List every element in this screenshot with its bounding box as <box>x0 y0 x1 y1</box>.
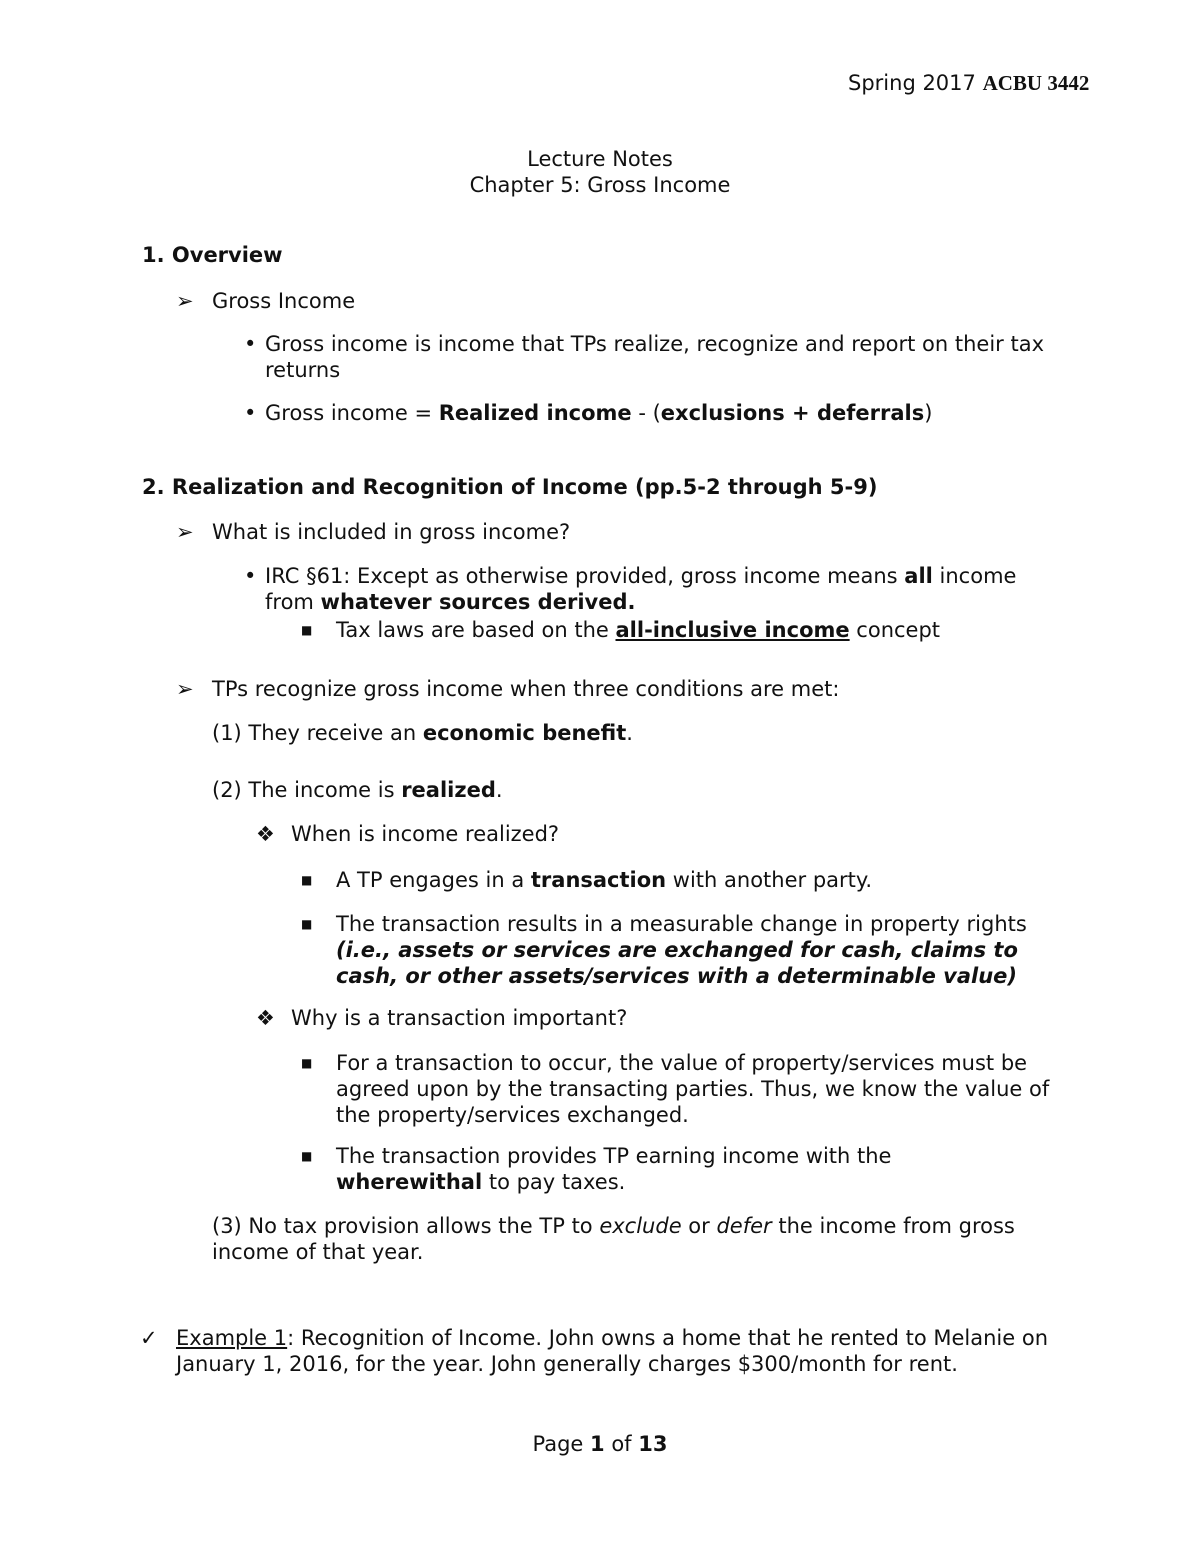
square-bullet-icon: ■ <box>301 917 313 931</box>
square-bullet-icon: ■ <box>301 1149 313 1163</box>
arrow-bullet-icon: ➢ <box>176 289 194 313</box>
diamond-bullet-icon: ❖ <box>256 822 275 846</box>
s2-when-realized: When is income realized? <box>291 822 560 846</box>
title-line-2: Chapter 5: Gross Income <box>469 173 731 197</box>
page-number: 1 <box>590 1432 605 1456</box>
title-line-1: Lecture Notes <box>527 147 673 171</box>
s1-bullet-1: Gross income is income that TPs realize, recognize and report on their tax returns <box>265 332 1045 382</box>
arrow-bullet-icon: ➢ <box>176 520 194 544</box>
s2-why-item-1: For a transaction to occur, the value of property/services must be agreed upon by the transacting parties. Thus, we know the value of the property/services exchanged. <box>336 1051 1050 1127</box>
square-bullet-icon: ■ <box>301 1056 313 1070</box>
s2-question-1: What is included in gross income? <box>212 520 571 544</box>
page-total: 13 <box>638 1432 668 1456</box>
square-bullet-icon: ■ <box>301 873 313 887</box>
section-1-heading: 1. Overview <box>142 243 283 267</box>
s1-bullet-2: Gross income = Realized income - (exclusions + deferrals) <box>265 401 933 425</box>
s1-item-gross-income: Gross Income <box>212 289 356 313</box>
s2-tax-laws: Tax laws are based on the all-inclusive income concept <box>336 618 941 642</box>
example-1: Example 1: Recognition of Income. John owns a home that he rented to Melanie on January 1, 2016, for the year. John generally charges $300/month for rent. <box>176 1326 1049 1376</box>
header-term: Spring 2017 <box>848 71 976 95</box>
page-footer: Page 1 of 13 <box>532 1432 668 1456</box>
s2-condition-2: (2) The income is realized. <box>212 778 503 802</box>
header-course: ACBU 3442 <box>982 71 1090 95</box>
checkmark-icon: ✓ <box>140 1326 158 1350</box>
s2-why-item-2: The transaction provides TP earning income with the wherewithal to pay taxes. <box>336 1144 892 1194</box>
s2-question-2: TPs recognize gross income when three conditions are met: <box>212 677 840 701</box>
doc-title <box>0 146 1200 198</box>
page-header <box>848 70 1089 96</box>
dot-bullet-icon: • <box>244 401 257 425</box>
square-bullet-icon: ■ <box>301 623 313 637</box>
s2-when-item-2: The transaction results in a measurable change in property rights (i.e., assets or services are exchanged for cash, claims to cash, or other assets/services with a determinable value) <box>336 912 1027 988</box>
section-2-heading: 2. Realization and Recognition of Income (pp.5-2 through 5-9) <box>142 475 878 499</box>
arrow-bullet-icon: ➢ <box>176 677 194 701</box>
dot-bullet-icon: • <box>244 564 257 588</box>
dot-bullet-icon: • <box>244 332 257 356</box>
s2-when-item-1: A TP engages in a transaction with another party. <box>336 868 873 892</box>
diamond-bullet-icon: ❖ <box>256 1006 275 1030</box>
s2-irc-61: IRC §61: Except as otherwise provided, gross income means all income from whatever sources derived. <box>265 564 1017 614</box>
s2-why-important: Why is a transaction important? <box>291 1006 628 1030</box>
s2-condition-1: (1) They receive an economic benefit. <box>212 721 633 745</box>
s2-condition-3: (3) No tax provision allows the TP to exclude or defer the income from gross income of that year. <box>212 1214 1015 1264</box>
